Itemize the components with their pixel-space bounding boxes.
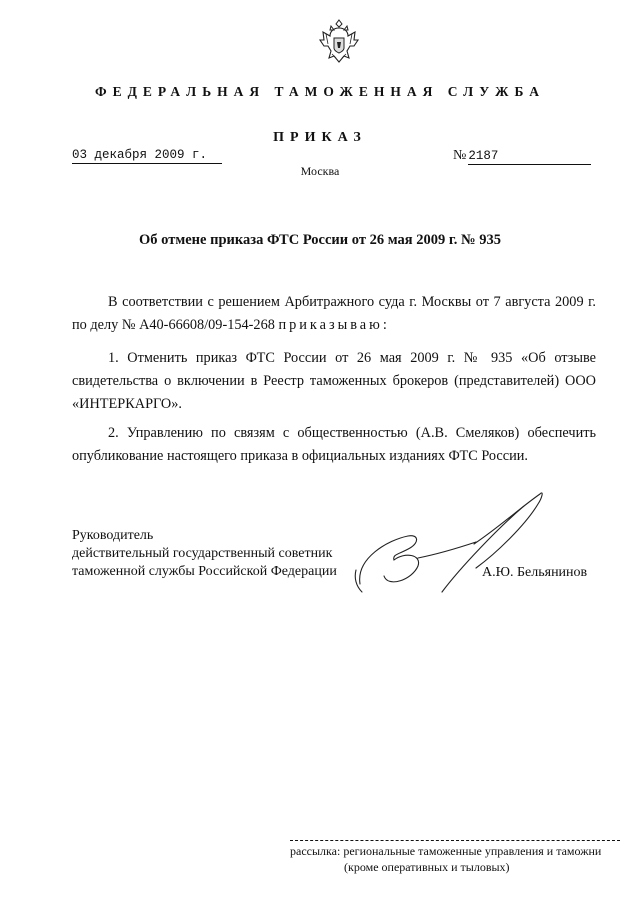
order-date: 03 декабря 2009 г. [72, 148, 222, 164]
city: Москва [300, 164, 340, 178]
handwritten-signature [348, 488, 558, 600]
order-word: приказываю: [278, 317, 390, 333]
coat-of-arms-icon [318, 18, 360, 66]
order-number-block [453, 148, 591, 165]
distribution-line-1: рассылка: региональные таможенные управления и таможни [290, 844, 602, 858]
distribution-list [290, 843, 601, 875]
order-number: 2187 [468, 149, 591, 165]
paragraph-item-1: 1. Отменить приказ ФТС России от 26 мая 2009 г. № 935 «Об отзыве свидетельства о включении в Реестр таможенных брокеров (представителей) ООО «ИНТЕРКАРГО». [72, 350, 596, 412]
paragraph-basis [72, 291, 596, 337]
document-title: Об отмене приказа ФТС России от 26 мая 2009 г. № 935 [139, 232, 501, 248]
paragraph-item-2: 2. Управлению по связям с общественностью (А.В. Смеляков) обеспечить опубликование настоящего приказа в официальных изданиях ФТС России. [72, 425, 596, 464]
distribution-divider [290, 840, 620, 841]
position-line-1: Руководитель [72, 528, 154, 543]
distribution-line-2: (кроме оперативных и тыловых) [344, 860, 510, 874]
position-line-2: действительный государственный советник [72, 546, 333, 561]
signer-name: А.Ю. Бельянинов [482, 565, 588, 580]
position-line-3: таможенной службы Российской Федерации [72, 564, 337, 579]
agency-name: ФЕДЕРАЛЬНАЯ ТАМОЖЕННАЯ СЛУЖБА [95, 84, 545, 99]
signatory-position [72, 527, 337, 581]
number-sign: № [453, 148, 467, 163]
paragraph-basis-text: В соответствии с решением Арбитражного суда г. Москвы от 7 августа 2009 г. по делу № А40-66608/09-154-268 [72, 294, 596, 333]
document-type: ПРИКАЗ [273, 130, 367, 145]
